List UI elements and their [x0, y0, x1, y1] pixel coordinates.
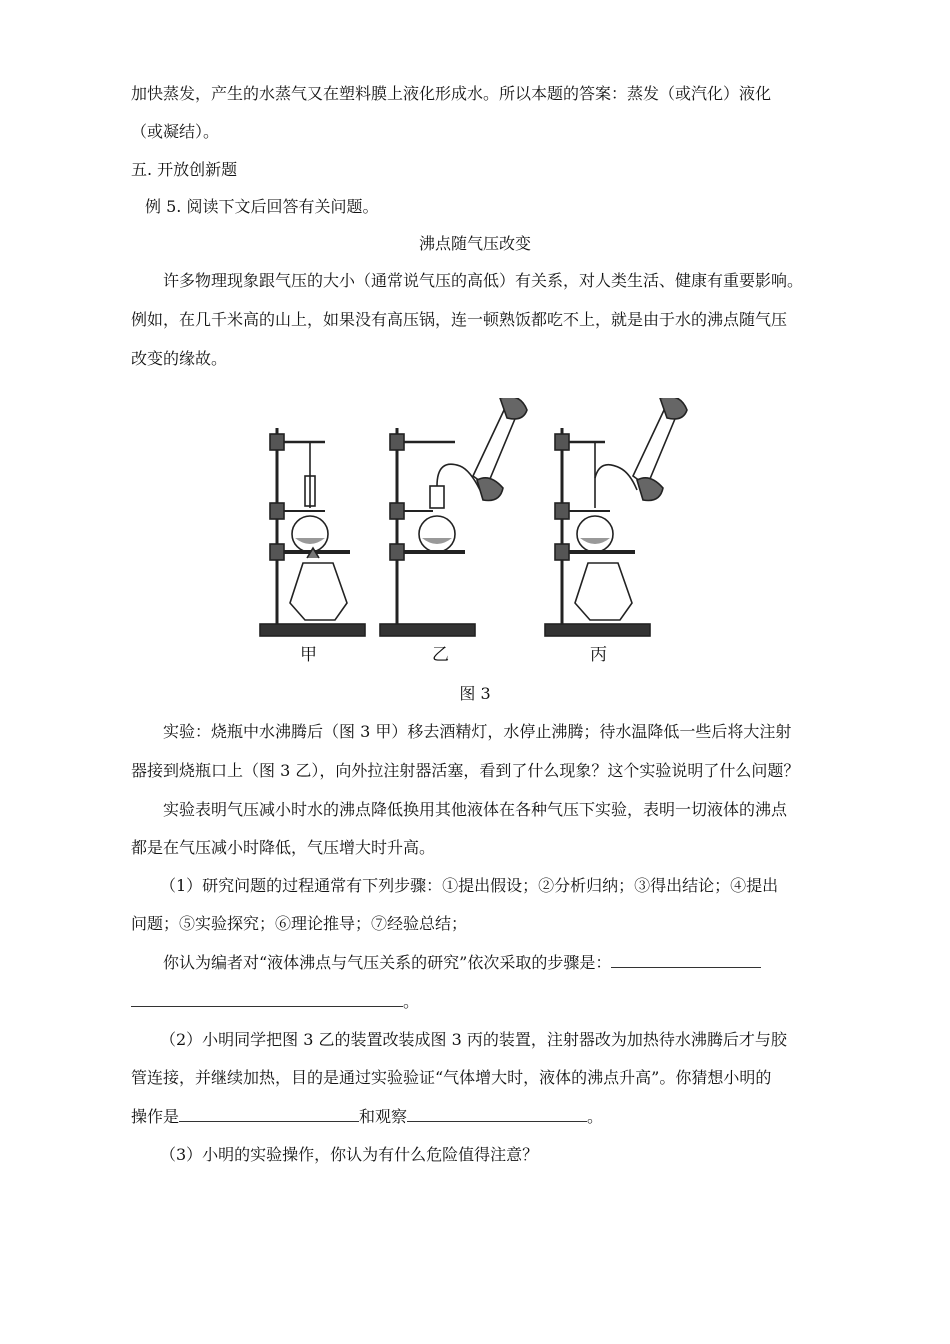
question-2: （2）小明同学把图 3 乙的装置改装成图 3 丙的装置，注射器改为加热待水沸腾后才与胶 — [160, 1030, 787, 1049]
text-line — [131, 1107, 603, 1127]
q2-operation: 操作是 — [131, 1107, 180, 1126]
period: 。 — [587, 1107, 604, 1126]
apparatus-bing — [545, 398, 687, 636]
text-line: 器接到烧瓶口上（图 3 乙），向外拉注射器活塞，看到了什么现象？这个实验说明了什么问题？ — [131, 761, 800, 780]
text-line: 加快蒸发，产生的水蒸气又在塑料膜上液化形成水。所以本题的答案：蒸发（或汽化）液化 — [131, 84, 772, 103]
article-title: 沸点随气压改变 — [418, 234, 531, 253]
text-line: 问题；⑤实验探究；⑥理论推导；⑦经验总结； — [131, 914, 468, 933]
text-line: 改变的缘故。 — [131, 349, 228, 368]
period: 。 — [403, 992, 420, 1011]
section-heading: 五. 开放创新题 — [131, 160, 238, 179]
text-line: 许多物理现象跟气压的大小（通常说气压的高低）有关系，对人类生活、健康有重要影响。 — [163, 271, 804, 290]
text-line: 例如，在几千米高的山上，如果没有高压锅，连一顿熟饭都吃不上，就是由于水的沸点随气压 — [131, 310, 788, 329]
question-3: （3）小明的实验操作，你认为有什么危险值得注意？ — [160, 1145, 539, 1164]
text-line — [163, 953, 761, 973]
answer-blank[interactable] — [179, 1107, 359, 1122]
question-1: （1）研究问题的过程通常有下列步骤：①提出假设；②分析归纳；③得出结论；④提出 — [160, 876, 779, 895]
figure-label-yi: 乙 — [432, 645, 449, 665]
apparatus-jia — [260, 428, 365, 636]
answer-blank[interactable] — [407, 1107, 587, 1122]
text-line: 实验表明气压减小时水的沸点降低换用其他液体在各种气压下实验，表明一切液体的沸点 — [163, 800, 788, 819]
figure-caption: 图 3 — [459, 684, 491, 703]
figure-label-jia: 甲 — [300, 645, 317, 665]
figure-label-bing: 丙 — [590, 645, 607, 665]
text-line — [131, 992, 419, 1012]
text-line: 管连接，并继续加热，目的是通过实验验证“气体增大时，液体的沸点升高”。你猜想小明的 — [131, 1068, 772, 1087]
apparatus-figure — [255, 398, 695, 668]
text-line: 都是在气压减小时降低，气压增大时升高。 — [131, 838, 436, 857]
text-line: 实验：烧瓶中水沸腾后（图 3 甲）移去酒精灯，水停止沸腾；待水温降低一些后将大注射 — [163, 722, 792, 741]
q2-observe: 和观察 — [359, 1107, 408, 1126]
apparatus-yi — [380, 398, 527, 636]
text-line: （或凝结）。 — [131, 122, 220, 141]
answer-blank[interactable] — [131, 992, 403, 1007]
answer-blank[interactable] — [611, 953, 761, 968]
q1-prompt: 你认为编者对“液体沸点与气压关系的研究”依次采取的步骤是： — [163, 953, 612, 972]
example-heading: 例 5. 阅读下文后回答有关问题。 — [145, 197, 379, 216]
